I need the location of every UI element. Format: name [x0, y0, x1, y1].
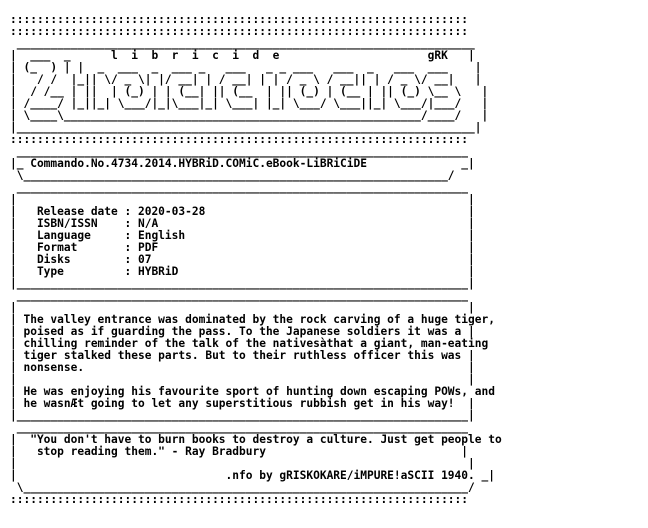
nfo-line: | nonsense. |	[10, 361, 475, 374]
nfo-line: ___________________________________________________________________	[10, 145, 469, 158]
nfo-text-block	[10, 14, 502, 506]
nfo-line: |____________________________________________________________________|	[10, 121, 482, 134]
nfo-line: | / /__ | || | (_) | | (__| || (__ | || (_) | (__ | || (_) \__ \ |	[10, 85, 489, 98]
nfo-line: | (_ ) | | _ ___ _ ___ _ ___ _ _ ___ ___ _ ___ ___ |	[10, 61, 482, 74]
nfo-line: |_ Commando.No.4734.2014.HYBRiD.COMiC.eBook-LiBRiCiDE _|	[10, 157, 475, 170]
nfo-line: \__________________________________________________________________/	[10, 481, 475, 494]
nfo-line: ____________________________________________________________________	[10, 37, 475, 50]
nfo-line: | ___ _ l i b r i c i d e gRK |	[10, 49, 475, 62]
nfo-line: ::::::::::::::::::::::::::::::::::::::::::::::::::::::::::::::::::::	[10, 133, 469, 146]
nfo-line: | chilling reminder of the talk of the nativesàthat a giant, man-eating	[10, 337, 489, 350]
nfo-line: \_______________________________________________________________/	[10, 169, 455, 182]
nfo-line: | / / |_|| \/ _ \| |/ __| | / __| | | / _ \ / __|| | / _ \/ __| |	[10, 73, 482, 86]
nfo-line: | stop reading them." - Ray Bradbury |	[10, 445, 469, 458]
nfo-line: | tiger stalked these parts. But to their ruthless officer this was |	[10, 349, 475, 362]
nfo-line: | \____\_____________________________________________________/____/ |	[10, 109, 489, 122]
nfo-line: ___________________________________________________________________	[10, 421, 469, 434]
nfo-line: ::::::::::::::::::::::::::::::::::::::::::::::::::::::::::::::::::::	[10, 493, 469, 506]
nfo-line: ::::::::::::::::::::::::::::::::::::::::::::::::::::::::::::::::::::	[10, 25, 469, 38]
nfo-line: | .nfo by gRISKOKARE/iMPURE!aSCII 1940. _|	[10, 469, 495, 482]
nfo-line: ___________________________________________________________________	[10, 181, 469, 194]
nfo-line: | Format : PDF |	[10, 241, 475, 254]
nfo-line: |___________________________________________________________________|	[10, 409, 475, 422]
nfo-line: | ISBN/ISSN : N/A |	[10, 217, 475, 230]
nfo-line: | Language : English |	[10, 229, 475, 242]
nfo-line: | |	[10, 457, 475, 470]
nfo-line: | /____/ |_||_| \___/|_|\___|_| \___| |_| \___/ \___||_| \___/|___/ |	[10, 97, 489, 110]
nfo-line: | |	[10, 373, 475, 386]
nfo-line: | |	[10, 193, 475, 206]
nfo-line: ___________________________________________________________________	[10, 289, 469, 302]
nfo-line: | He was enjoying his favourite sport of hunting down escaping POWs, and	[10, 385, 495, 398]
nfo-line: |___________________________________________________________________|	[10, 277, 475, 290]
nfo-line: ::::::::::::::::::::::::::::::::::::::::::::::::::::::::::::::::::::	[10, 13, 469, 26]
nfo-line: | Disks : 07 |	[10, 253, 475, 266]
nfo-line: | Release date : 2020-03-28 |	[10, 205, 475, 218]
nfo-line: | poised as if guarding the pass. To the Japanese soldiers it was a |	[10, 325, 475, 338]
nfo-line: | "You don't have to burn books to destroy a culture. Just get people to	[10, 433, 502, 446]
nfo-line: | he wasnÆt going to let any superstitious rubbish get in his way! |	[10, 397, 475, 410]
nfo-line: | |	[10, 301, 475, 314]
nfo-line: | The valley entrance was dominated by the rock carving of a huge tiger,	[10, 313, 495, 326]
nfo-line: | Type : HYBRiD |	[10, 265, 475, 278]
